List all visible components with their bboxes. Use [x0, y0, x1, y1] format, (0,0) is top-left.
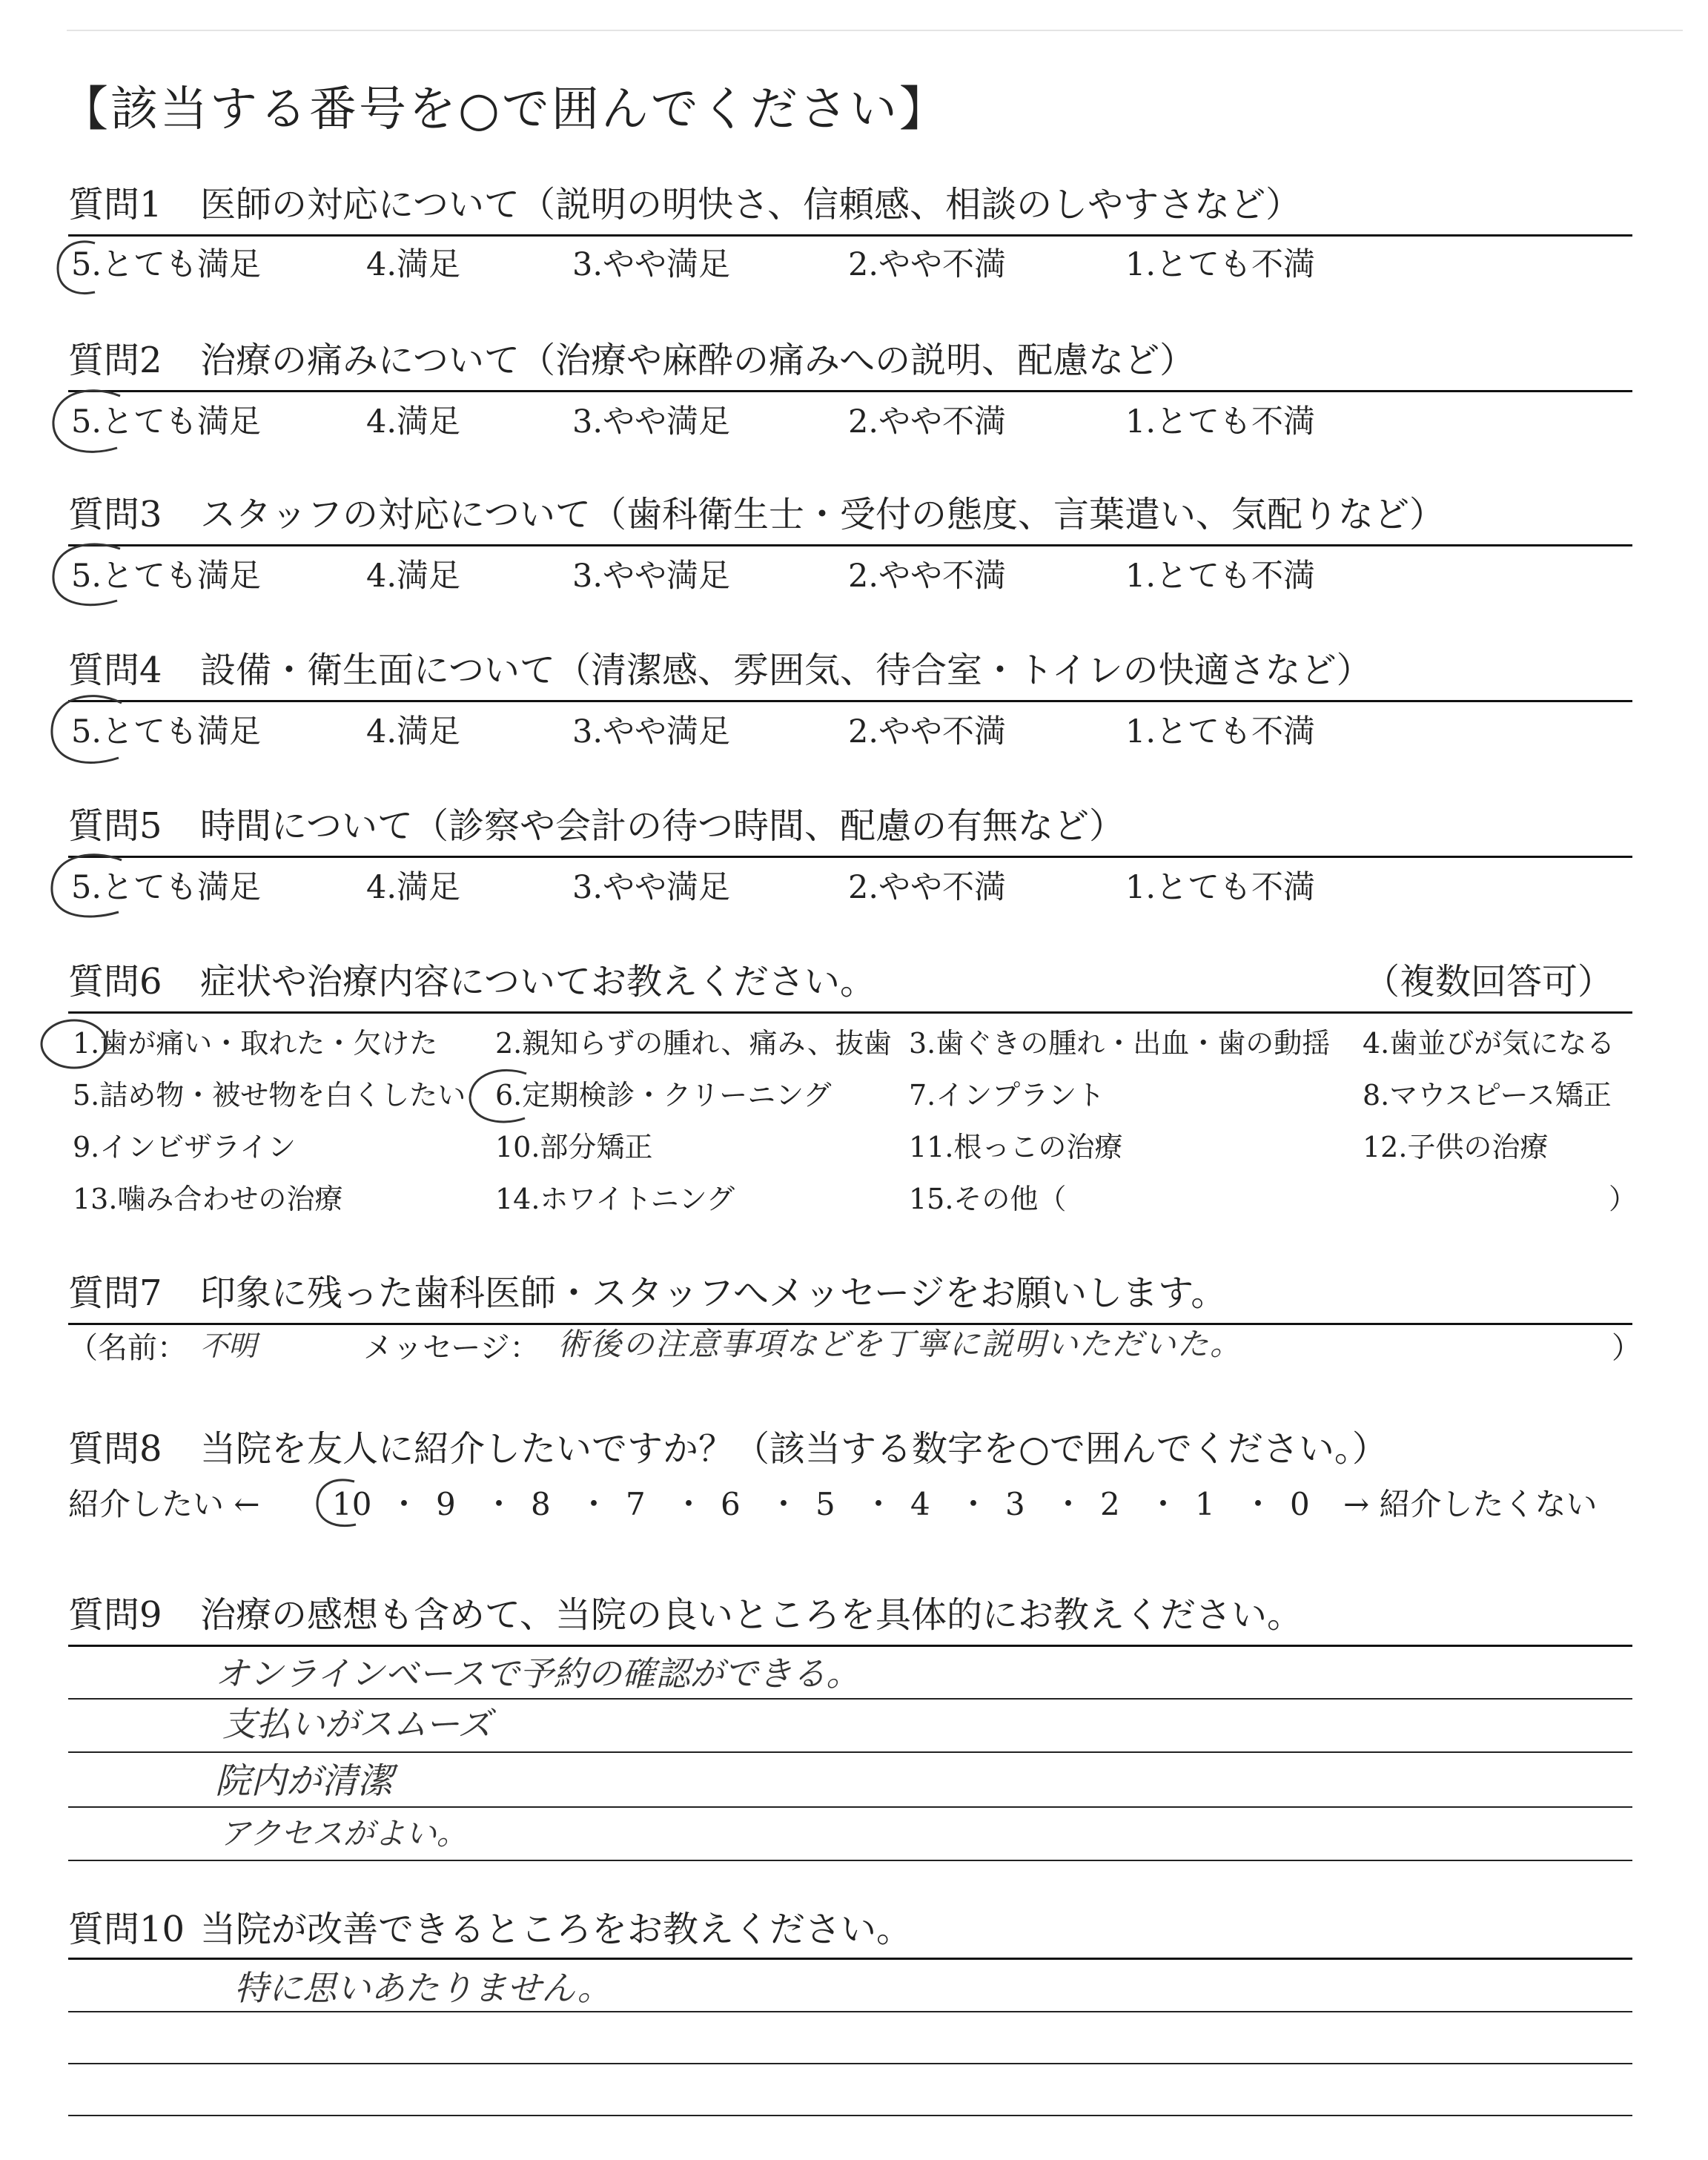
- checkbox-item-4[interactable]: 4.歯並びが気になる: [1363, 1027, 1615, 1060]
- checkbox-item-6[interactable]: 6.定期検診・クリーニング: [495, 1079, 832, 1112]
- scale-left-label: 紹介したい ←: [68, 1486, 260, 1522]
- scale-value-5[interactable]: 5: [815, 1486, 835, 1522]
- checkbox-item-11[interactable]: 11.根っこの治療: [909, 1131, 1123, 1163]
- question-8: [68, 1428, 1388, 1470]
- checkbox-item-2[interactable]: 2.親知らずの腫れ、痛み、抜歯: [495, 1027, 892, 1060]
- scale-dot: ・: [388, 1486, 420, 1522]
- scale-dot: ・: [483, 1486, 515, 1522]
- question-number: 質問7: [68, 1272, 162, 1314]
- option-3[interactable]: 3.やや満足: [572, 558, 731, 595]
- name-field[interactable]: 不明: [200, 1330, 257, 1362]
- answer-line-2[interactable]: 支払いがスムーズ: [222, 1704, 492, 1744]
- question-text: 印象に残った歯科医師・スタッフへメッセージをお願いします。: [200, 1272, 1227, 1314]
- other-close-paren: ）: [1609, 1183, 1638, 1215]
- divider: [68, 544, 1632, 546]
- option-3[interactable]: 3.やや満足: [572, 403, 731, 440]
- divider: [68, 1011, 1632, 1014]
- scale-dot: ・: [1053, 1486, 1085, 1522]
- answer-rule: [68, 2011, 1632, 2012]
- scale-dot: ・: [578, 1486, 610, 1522]
- scale-dot: ・: [768, 1486, 800, 1522]
- divider: [68, 1645, 1632, 1647]
- answer-rule: [68, 1860, 1632, 1861]
- option-2[interactable]: 2.やや不満: [848, 869, 1007, 906]
- scale-dot: ・: [863, 1486, 895, 1522]
- checkbox-item-3[interactable]: 3.歯ぐきの腫れ・出血・歯の動揺: [909, 1027, 1331, 1060]
- scale-dot: ・: [673, 1486, 705, 1522]
- checkbox-item-10[interactable]: 10.部分矯正: [495, 1131, 653, 1163]
- option-2[interactable]: 2.やや不満: [848, 558, 1007, 595]
- question-text: 症状や治療内容についてお教えください。: [200, 961, 876, 1003]
- divider: [68, 1958, 1632, 1960]
- checkbox-item-7[interactable]: 7.インプラント: [909, 1079, 1105, 1112]
- question-6: [68, 961, 1614, 1003]
- option-4[interactable]: 4.満足: [366, 558, 461, 595]
- question-number: 質問1: [68, 184, 162, 225]
- answer-line-4[interactable]: アクセスがよい。: [219, 1815, 468, 1852]
- option-1[interactable]: 1.とても不満: [1125, 869, 1316, 906]
- message-close-paren: ）: [1612, 1331, 1641, 1365]
- multiple-answer-note: （複数回答可）: [1364, 961, 1614, 1003]
- option-4[interactable]: 4.満足: [366, 246, 461, 283]
- question-text: 医師の対応について（説明の明快さ、信頼感、相談のしやすさなど）: [200, 184, 1302, 225]
- question-9: [68, 1594, 1303, 1636]
- option-1[interactable]: 1.とても不満: [1125, 403, 1316, 440]
- answer-rule: [68, 1698, 1632, 1700]
- scale-dot: ・: [1242, 1486, 1274, 1522]
- divider: [68, 700, 1632, 702]
- scale-value-2[interactable]: 2: [1100, 1486, 1120, 1522]
- question-text: 当院を友人に紹介したいですか？（該当する数字を○で囲んでください。）: [200, 1428, 1388, 1470]
- checkbox-item-1[interactable]: 1.歯が痛い・取れた・欠けた: [73, 1027, 438, 1060]
- question-1: [68, 184, 1302, 225]
- option-5[interactable]: 5.とても満足: [71, 246, 262, 283]
- question-text: 当院が改善できるところをお教えください。: [200, 1909, 913, 1950]
- divider: [68, 1323, 1632, 1325]
- question-number: 質問4: [68, 650, 162, 691]
- scale-value-4[interactable]: 4: [910, 1486, 930, 1522]
- divider: [68, 234, 1632, 237]
- improvement-answer-line-1[interactable]: 特に思いあたりません。: [234, 1968, 612, 2008]
- option-5[interactable]: 5.とても満足: [71, 713, 262, 750]
- checkbox-item-5[interactable]: 5.詰め物・被せ物を白くしたい: [73, 1079, 466, 1112]
- message-label: メッセージ：: [363, 1331, 540, 1365]
- checkbox-item-14[interactable]: 14.ホワイトニング: [495, 1183, 735, 1215]
- question-number: 質問6: [68, 961, 162, 1003]
- question-5: [68, 805, 1125, 847]
- question-number: 質問3: [68, 494, 162, 535]
- option-3[interactable]: 3.やや満足: [572, 869, 731, 906]
- checkbox-item-15[interactable]: 15.その他（: [909, 1183, 1067, 1215]
- option-1[interactable]: 1.とても不満: [1125, 558, 1316, 595]
- question-7: [68, 1272, 1227, 1314]
- question-number: 質問8: [68, 1428, 162, 1470]
- option-2[interactable]: 2.やや不満: [848, 403, 1007, 440]
- divider: [68, 856, 1632, 858]
- scale-dot: ・: [1148, 1486, 1179, 1522]
- question-text: 時間について（診察や会計の待つ時間、配慮の有無など）: [200, 805, 1125, 847]
- scale-value-6[interactable]: 6: [721, 1486, 741, 1522]
- scale-right-label: → 紹介したくない: [1343, 1486, 1598, 1522]
- checkbox-item-9[interactable]: 9.インビザライン: [73, 1131, 297, 1163]
- page-title: 【該当する番号を○で囲んでください】: [61, 82, 949, 137]
- option-4[interactable]: 4.満足: [366, 403, 461, 440]
- option-1[interactable]: 1.とても不満: [1125, 713, 1316, 750]
- question-text: スタッフの対応について（歯科衛生士・受付の態度、言葉遣い、気配りなど）: [200, 494, 1446, 535]
- question-number: 質問5: [68, 805, 162, 847]
- divider: [68, 390, 1632, 392]
- question-text: 治療の痛みについて（治療や麻酔の痛みへの説明、配慮など）: [200, 340, 1196, 381]
- question-number: 質問2: [68, 340, 162, 381]
- top-border: [67, 30, 1683, 31]
- question-2: [68, 340, 1196, 381]
- answer-line-1[interactable]: オンラインベースで予約の確認ができる。: [215, 1654, 861, 1694]
- scale-value-9[interactable]: 9: [436, 1486, 456, 1522]
- checkbox-item-8[interactable]: 8.マウスピース矯正: [1363, 1079, 1612, 1112]
- question-10: [68, 1909, 913, 1950]
- option-4[interactable]: 4.満足: [366, 713, 461, 750]
- scale-value-7[interactable]: 7: [626, 1486, 646, 1522]
- question-number: 質問10: [68, 1909, 185, 1950]
- question-number: 質問9: [68, 1594, 162, 1636]
- question-text: 設備・衛生面について（清潔感、雰囲気、待合室・トイレの快適さなど）: [200, 650, 1372, 691]
- answer-rule: [68, 2115, 1632, 2116]
- option-2[interactable]: 2.やや不満: [848, 246, 1007, 283]
- question-3: [68, 494, 1446, 535]
- option-3[interactable]: 3.やや満足: [572, 713, 731, 750]
- option-2[interactable]: 2.やや不満: [848, 713, 1007, 750]
- message-field[interactable]: 術後の注意事項などを丁寧に説明いただいた。: [557, 1326, 1243, 1362]
- option-5[interactable]: 5.とても満足: [71, 558, 262, 595]
- question-4: [68, 650, 1372, 691]
- scale-value-0[interactable]: 0: [1290, 1486, 1310, 1522]
- name-label: （名前：: [68, 1331, 187, 1365]
- option-3[interactable]: 3.やや満足: [572, 246, 731, 283]
- option-1[interactable]: 1.とても不満: [1125, 246, 1316, 283]
- checkbox-item-13[interactable]: 13.噛み合わせの治療: [73, 1183, 343, 1215]
- answer-rule: [68, 1751, 1632, 1753]
- option-5[interactable]: 5.とても満足: [71, 403, 262, 440]
- scale-value-8[interactable]: 8: [531, 1486, 551, 1522]
- answer-rule: [68, 1806, 1632, 1808]
- checkbox-item-12[interactable]: 12.子供の治療: [1363, 1131, 1549, 1163]
- answer-rule: [68, 2063, 1632, 2064]
- question-text: 治療の感想も含めて、当院の良いところを具体的にお教えください。: [200, 1594, 1303, 1636]
- option-4[interactable]: 4.満足: [366, 869, 461, 906]
- answer-line-3[interactable]: 院内が清潔: [215, 1760, 394, 1802]
- option-5[interactable]: 5.とても満足: [71, 869, 262, 906]
- scale-value-1[interactable]: 1: [1195, 1486, 1215, 1522]
- scale-value-3[interactable]: 3: [1005, 1486, 1025, 1522]
- scale-value-10[interactable]: 10: [332, 1486, 372, 1522]
- scale-dot: ・: [958, 1486, 990, 1522]
